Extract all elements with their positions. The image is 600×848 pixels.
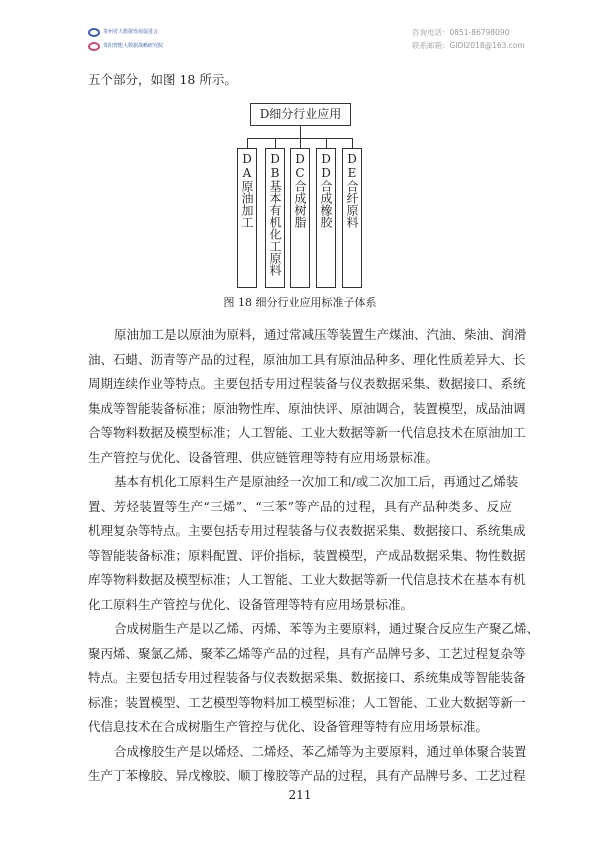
paragraph-line: 合等物料数据及模型标准；人工智能、工业大数据等新一代信息技术在原油加工 bbox=[88, 425, 526, 440]
association-logo-icon bbox=[88, 28, 100, 37]
paragraph-line: 代信息技术在合成树脂生产管控与优化、设备管理等特有应用场景标准。 bbox=[88, 719, 489, 734]
logo-line2: 贵阳智能大数据战略研究院 bbox=[103, 43, 164, 49]
connector bbox=[300, 138, 301, 148]
paragraph-line: 聚丙烯、聚氯乙烯、聚苯乙烯等产品的过程，具有产品牌号多、工艺过程复杂等 bbox=[88, 645, 526, 661]
paragraph-line: 原油加工是以原油为原料，通过常减压等装置生产煤油、汽油、柴油、润滑 bbox=[114, 327, 527, 342]
paragraph-line: 基本有机化工原料生产是原油经一次加工和/或二次加工后，再通过乙烯装 bbox=[114, 474, 519, 489]
paragraph-line: 等智能装备标准；原料配置、评价指标，装置模型，产成品数据采集、物性数据 bbox=[88, 547, 526, 563]
diagram-child-box: DA原油加工 bbox=[237, 148, 257, 288]
connector bbox=[275, 138, 276, 148]
institute-logo-icon bbox=[88, 42, 100, 51]
page-number: 211 bbox=[288, 788, 312, 802]
header-contact bbox=[412, 26, 525, 52]
paragraph-line: 化工原料生产管控与优化、设备管理等特有应用场景标准。 bbox=[88, 596, 414, 612]
paragraph-line: 周期连续作业等特点。主要包括专用过程装备与仪表数据采集、数据接口、系统 bbox=[88, 376, 526, 391]
paragraph-line: 生产丁苯橡胶、异戊橡胶、顺丁橡胶等产品的过程，具有产品牌号多、工艺过程 bbox=[88, 768, 526, 783]
diagram-root-box: D细分行业应用 bbox=[250, 103, 351, 126]
connector bbox=[300, 126, 301, 138]
paragraph-line: 合成橡胶生产是以烯烃、二烯烃、苯乙烯等为主要原料，通过单体聚合装置 bbox=[114, 743, 527, 759]
contact-phone: 咨询电话：0851-86798090 bbox=[412, 28, 510, 37]
logo-line1: 贵州省大数据发展促进会 bbox=[103, 29, 159, 35]
connector bbox=[352, 138, 353, 148]
connector bbox=[247, 138, 248, 148]
paragraph-line: 集成等智能装备标准；原油物性库、原油快评、原油调合，装置模型，成品油调 bbox=[88, 400, 526, 416]
diagram-child-box: DC合成树脂 bbox=[290, 148, 310, 288]
paragraph-line: 机理复杂等特点。主要包括专用过程装备与仪表数据采集、数据接口、系统集成 bbox=[88, 523, 526, 538]
diagram-child-box: DD合成橡胶 bbox=[316, 148, 336, 288]
paragraph-line: 标准；装置模型、工艺模型等物料加工模型标准；人工智能、工业大数据等新一 bbox=[88, 694, 526, 710]
paragraph-line: 库等物料数据及模型标准；人工智能、工业大数据等新一代信息技术在基本有机 bbox=[88, 572, 526, 587]
contact-email: 联系邮箱：GIDI2018@163.com bbox=[412, 41, 525, 50]
paragraph-line: 油、石蜡、沥青等产品的过程，原油加工具有原油品种多、理化性质差异大、长 bbox=[88, 351, 526, 367]
intro-text: 五个部分，如图 18 所示。 bbox=[88, 72, 237, 87]
connector bbox=[326, 138, 327, 148]
paragraph-line: 特点。主要包括专用过程装备与仪表数据采集、数据接口、系统集成等智能装备 bbox=[88, 670, 526, 685]
diagram-child-box: DE合纤原料 bbox=[342, 148, 362, 288]
paragraph-line: 合成树脂生产是以乙烯、丙烯、苯等为主要原料，通过聚合反应生产聚乙烯、 bbox=[114, 621, 540, 636]
paragraph-line: 置、芳烃装置等生产“三烯”、“三苯”等产品的过程，具有产品种类多、反应 bbox=[88, 498, 512, 514]
diagram-child-box: DB基本有机化工原料 bbox=[265, 148, 285, 288]
header-logo bbox=[88, 26, 168, 52]
figure-caption: 图 18 细分行业应用标准子体系 bbox=[223, 296, 377, 309]
paragraph-line: 生产管控与优化、设备管理、供应链管理等特有应用场景标准。 bbox=[88, 449, 439, 465]
